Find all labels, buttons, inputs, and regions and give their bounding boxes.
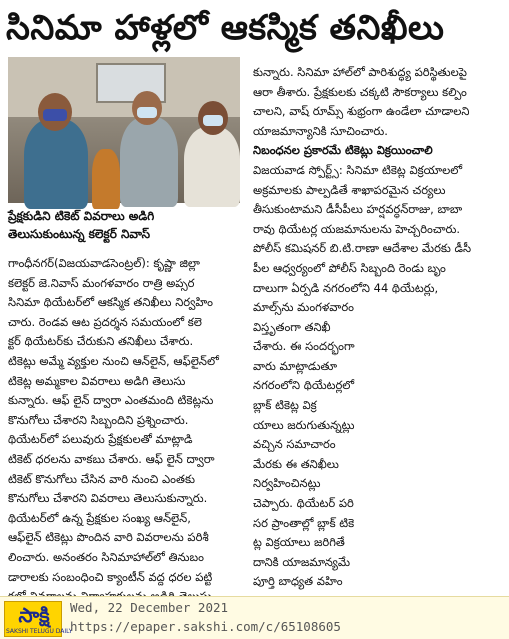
text-line: కున్నారు. ఆఫ్ లైన్ ద్వారా ఎంతమంది టికెట్లను	[8, 393, 214, 408]
text-line: విస్తృతంగా తనిఖీ	[253, 319, 331, 334]
article-narrow-column	[253, 298, 503, 612]
text-line: క్టర్ థియేటర్‌కు చేరుకుని తనిఖీలు చేశారు.	[8, 334, 194, 349]
sakshi-logo	[4, 601, 73, 637]
article-right-column	[253, 63, 503, 298]
text-line: కలెక్టర్ జె.నివాస్ మంగళవారం రాత్రి అప్సర	[8, 275, 195, 290]
text-line: డారాలకు సంబంధించి క్యాంటీన్ వద్ద ధరల పట్టి	[8, 569, 213, 584]
text-line: లించారు. అనంతరం సినిమాహాల్‌లో తినుబం	[8, 549, 204, 564]
text-line: సినిమా థియేటర్‌లో ఆకస్మిక తనిఖీలు నిర్వహిం	[8, 295, 213, 310]
text-line: గాంధీనగర్(విజయవాడసెంట్రల్): కృష్ణా జిల్లా	[8, 256, 200, 270]
text-line: చెప్పారు. థియేటర్ పరి	[253, 495, 354, 510]
text-line: దాలుగా ఏర్పడి నగరంలోని 44 థియేటర్లు,	[253, 280, 439, 295]
article-headline: సినిమా హాళ్లలో ఆకస్మిక తనిఖీలు	[6, 8, 445, 48]
text-line: ఆఫ్‌లైన్ టికెట్లు పొందిన వారి వివరాలను పరిశీ	[8, 530, 209, 545]
text-line: బ్లాక్ టికెట్ల విక్ర	[253, 397, 317, 412]
subheading: నిబంధనల ప్రకారమే టికెట్లు విక్రయించాలి	[253, 143, 433, 158]
text-line: థియేటర్‌లో ఉన్న ప్రేక్షకుల సంఖ్య ఆన్‌లైన్,	[8, 510, 191, 525]
text-line: తీసుకుంటామని డీసీపీలు హర్షవర్ధన్‌రాజు, బాబా	[253, 202, 463, 217]
epaper-footer	[0, 596, 509, 639]
text-line: మేరకు ఈ తనిఖీలు	[253, 456, 339, 471]
text-line: కొనుగోలు చేశారని వివరాలు తెలుసుకున్నారు.	[8, 491, 208, 506]
text-line: టికెట్ కొనుగోలు చేసిన వారి నుంచి ఎంతకు	[8, 471, 195, 486]
text-line: కున్నారు. సినిమా హాల్‌లో పారిశుద్ధ్య పరిస్థితులపై	[253, 65, 467, 79]
text-line: ట్ల విక్రయాలు జరిగితే	[253, 535, 345, 550]
text-line: చాలని, వాష్ రూమ్స్ శుభ్రంగా ఉండేలా చూడాలని	[253, 104, 470, 119]
logo-subtitle: SAKSHI TELUGU DAILY	[6, 628, 73, 635]
text-line: పోలీస్ కమిషనర్ బి.టి.రాణా ఆదేశాల మేరకు డీసీ	[253, 241, 472, 256]
text-line: ఆరా తీశారు. ప్రేక్షకులకు చక్కటి సౌకర్యాలు కల్పిం	[253, 84, 467, 99]
article-left-column	[8, 254, 244, 607]
article-photo	[8, 57, 240, 203]
text-line: రావు థియేటర్ల యజమానులను హెచ్చరించారు.	[253, 221, 460, 236]
logo-text: సాక్షి	[18, 603, 50, 627]
caption-line: తెలుసుకుంటున్న కలెక్టర్ నివాస్	[8, 227, 151, 241]
text-line: వారు మాట్లాడుతూ	[253, 358, 338, 373]
text-line: పూర్తి బాధ్యత వహిం	[253, 574, 343, 589]
text-line: విజయవాడ స్పోర్ట్స్: సినిమా టికెట్ల విక్రయాలలో	[253, 162, 463, 177]
text-line: థియేటర్‌లో పలువురు ప్రేక్షకులతో మాట్లాడి	[8, 432, 193, 447]
text-line: సర ప్రాంతాల్లో బ్లాక్ టికె	[253, 515, 355, 530]
text-line: యాలు జరుగుతున్నట్లు	[253, 417, 355, 432]
text-line: టికెట్ ధరలను వాకబు చేశారు. ఆఫ్ లైన్ ద్వారా	[8, 451, 215, 466]
text-line: మాల్స్‌ను మంగళవారం	[253, 300, 354, 314]
caption-line: ప్రేక్షకుడిని టికెట్ వివరాలు అడిగి	[8, 209, 155, 223]
text-line: చారు. రెండవ ఆట ప్రదర్శన సమయంలో కలె	[8, 314, 202, 329]
text-line: చేశారు. ఈ సందర్భంగా	[253, 339, 355, 354]
text-line: నిర్వహించినట్లు	[253, 476, 321, 491]
photo-caption	[8, 207, 243, 243]
text-line: వచ్చిన సమాచారం	[253, 437, 336, 452]
text-line: దానికి యాజమాన్యమే	[253, 554, 351, 569]
text-line: కొనుగోలు చేశారని సిబ్బందిని ప్రశ్నించారు.	[8, 412, 189, 427]
publication-date: Wed, 22 December 2021	[70, 600, 229, 615]
text-line: టికెట్ల అమ్మకాల వివరాలు అడిగి తెలుసు	[8, 373, 186, 388]
text-line: టికెట్లు అమ్మే వ్యక్తుల నుంచి ఆన్‌లైన్, ఆఫ్‌లైన్‌లో	[8, 353, 219, 368]
text-line: పీల ఆధ్వర్యంలో పోలీస్ సిబ్బంది రెండు బృం	[253, 260, 446, 275]
text-line: అక్రమాలకు పాల్పడితే శాఖాపరమైన చర్యలు	[253, 182, 446, 197]
text-line: నగరంలోని థియేటర్లలో	[253, 378, 355, 393]
epaper-link[interactable]: https://epaper.sakshi.com/c/65108605	[70, 619, 341, 634]
text-line: యాజమాన్యానికి సూచించారు.	[253, 123, 388, 138]
